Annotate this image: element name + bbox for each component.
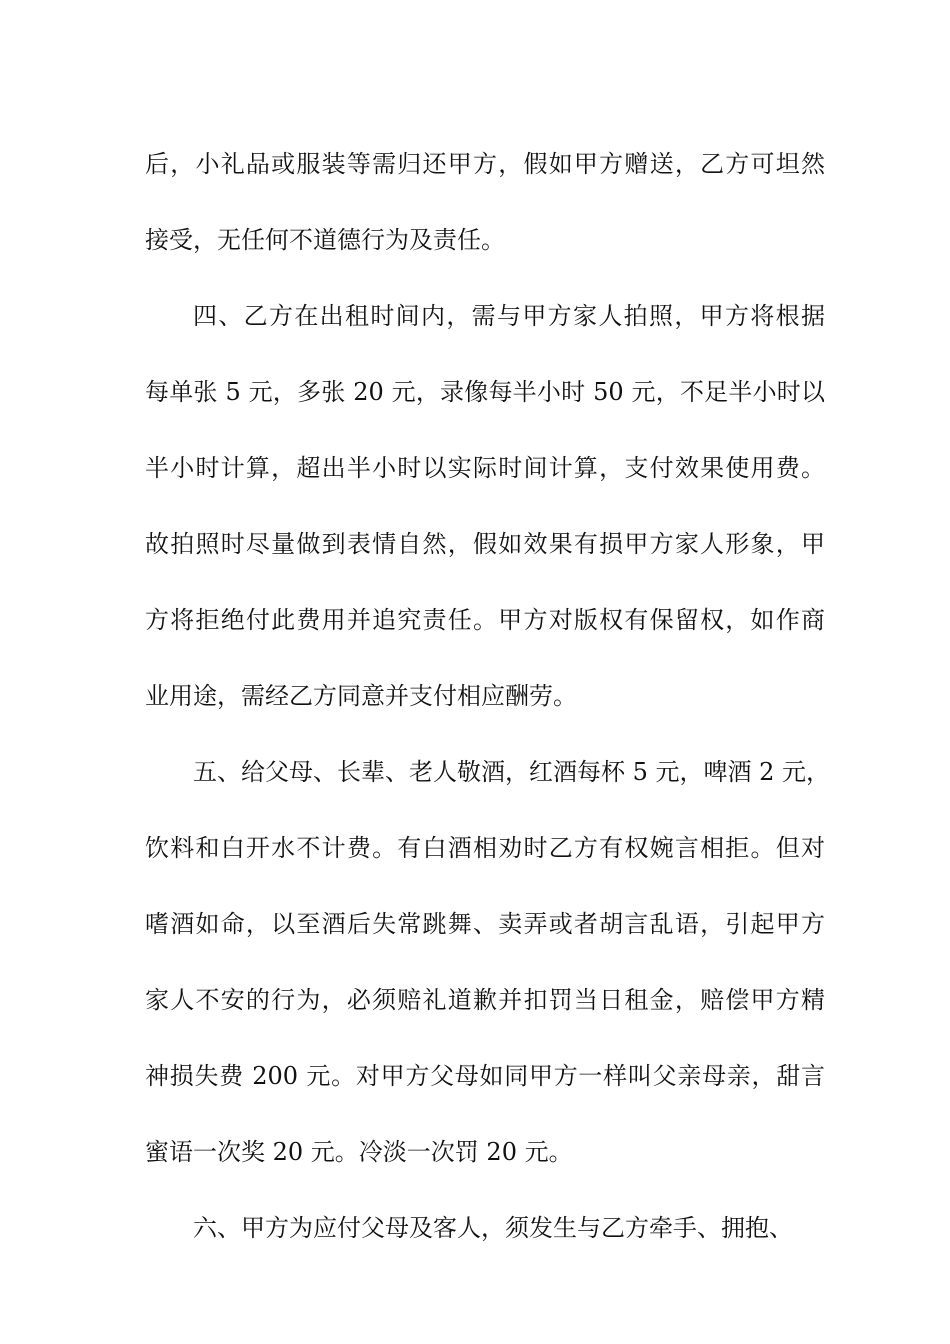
text-line: 神损失费 200 元。对甲方父母如同甲方一样叫父亲母亲，甜言 xyxy=(145,1062,825,1090)
text-line: 每单张 5 元，多张 20 元，录像每半小时 50 元，不足半小时以 xyxy=(145,378,825,406)
text-line: 后，小礼品或服装等需归还甲方，假如甲方赠送，乙方可坦然 xyxy=(145,150,825,178)
paragraph-start-five: 五、给父母、长辈、老人敬酒，红酒每杯 5 元，啤酒 2 元， xyxy=(193,758,831,786)
text-line: 嗜酒如命，以至酒后失常跳舞、卖弄或者胡言乱语，引起甲方 xyxy=(145,910,825,938)
text-line: 饮料和白开水不计费。有白酒相劝时乙方有权婉言相拒。但对 xyxy=(145,834,825,862)
text-line: 蜜语一次奖 20 元。冷淡一次罚 20 元。 xyxy=(145,1138,573,1166)
text-line: 业用途，需经乙方同意并支付相应酬劳。 xyxy=(145,682,577,710)
paragraph-start-four: 四、乙方在出租时间内，需与甲方家人拍照，甲方将根据 xyxy=(193,302,825,330)
text-line: 家人不安的行为，必须赔礼道歉并扣罚当日租金，赔偿甲方精 xyxy=(145,986,825,1014)
text-line: 故拍照时尽量做到表情自然，假如效果有损甲方家人形象，甲 xyxy=(145,530,825,558)
text-line: 半小时计算，超出半小时以实际时间计算，支付效果使用费。 xyxy=(145,454,825,482)
paragraph-start-six: 六、甲方为应付父母及客人，须发生与乙方牵手、拥抱、 xyxy=(193,1214,793,1242)
document-body xyxy=(145,126,831,1266)
text-line: 接受，无任何不道德行为及责任。 xyxy=(145,226,505,254)
text-line: 方将拒绝付此费用并追究责任。甲方对版权有保留权，如作商 xyxy=(145,606,825,634)
